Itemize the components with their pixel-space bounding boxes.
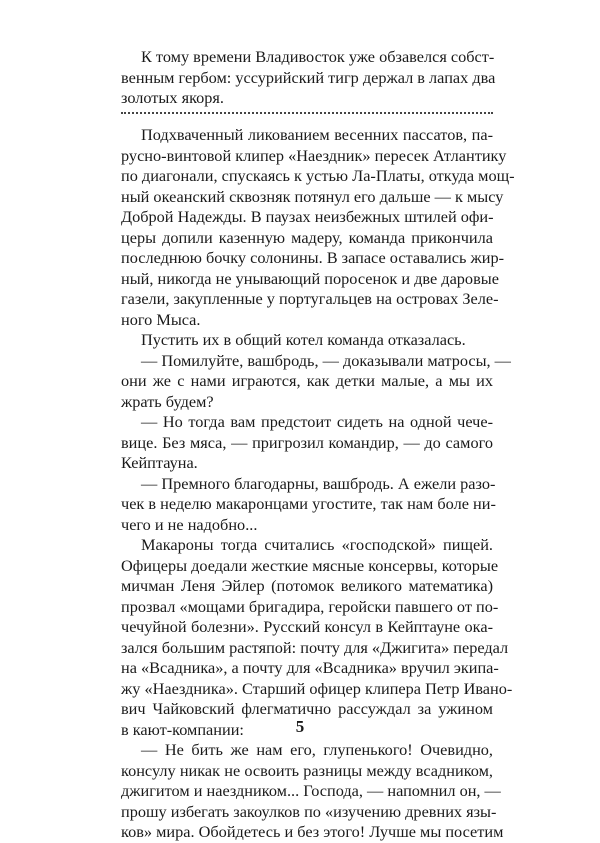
text-line: Офицеры доедали жесткие мясные консервы, которые	[121, 555, 499, 575]
text-line: жрать будем?	[121, 391, 214, 411]
text-line: Доброй Надежды. В паузах неизбежных штилей офи-	[121, 207, 494, 226]
text-line: Макароны тогда считались «господской» пищей.	[141, 535, 493, 554]
text-line: джигитом и наездником... Господа, — напомнил он, —	[121, 781, 501, 800]
text-line: ного Мыса.	[121, 309, 201, 329]
text-line: вич Чайковский флегматично рассуждал за ужином	[121, 699, 493, 718]
text-line: — Не бить же нам его, глупенького! Очевидно,	[141, 740, 493, 759]
text-line: последнюю бочку солонины. В запасе оставались жир-	[121, 248, 505, 267]
intro-lines	[121, 47, 496, 109]
text-line: венным гербом: уссурийский тигр держал в лапах два	[121, 67, 496, 87]
text-line: ный океанский сквозняк потянул его дальше — к мысу	[121, 186, 504, 206]
text-line: чечуйной болезни». Русский консул в Кейптауне ока-	[121, 617, 493, 636]
text-line: — Помилуйте, вашбродь, — доказывали матросы, —	[141, 350, 511, 370]
text-line: церы допили казенную мадеру, команда прикончила	[121, 227, 493, 247]
text-line: прошу избегать закоулков по «изучению древних язы-	[121, 801, 497, 821]
text-line: золотых якоря.	[121, 88, 224, 107]
text-line: русно-винтовой клипер «Наездник» пересек Атлантику	[121, 145, 507, 165]
text-line: чек в неделю макаронцами угостите, так нам боле ни-	[121, 494, 496, 513]
page-number: 5	[295, 717, 305, 736]
text-line: консулу никак не освоить разницы между всадником,	[121, 760, 493, 780]
text-line: — Премного благодарны, вашбродь. А ежели разо-	[141, 473, 496, 493]
text-line: прозвал «мощами бригадира, геройски павшего от по-	[121, 596, 499, 616]
text-line: — Но тогда вам предстоит сидеть на одной чече-	[141, 412, 493, 431]
text-line: жу «Наездника». Старший офицер клипера Петр Ивано-	[121, 678, 513, 698]
text-line: на «Всадника», а почту для «Всадника» вручил экипа-	[121, 658, 499, 677]
text-line: зался большим растяпой: почту для «Джигита» передал	[121, 637, 509, 657]
text-line: Кейптауна.	[121, 453, 198, 472]
text-line: ный, никогда не унывающий поросенок и две даровые	[121, 268, 499, 288]
text-line: мичман Леня Эйлер (потомок великого математика)	[121, 576, 493, 595]
section-divider	[121, 112, 493, 114]
text-line: газели, закупленные у португальцев на островах Зеле-	[121, 289, 499, 308]
text-line: ков» мира. Обойдетесь и без этого! Лучше мы посетим	[121, 822, 504, 841]
intro-paragraph	[121, 47, 496, 109]
text-line: по диагонали, спускаясь к устью Ла-Платы, откуда мощ-	[121, 166, 515, 185]
text-line: вице. Без мяса, — пригрозил командир, — до самого	[121, 432, 493, 452]
text-line: К тому времени Владивосток уже обзавелся собст-	[141, 47, 495, 66]
text-line: Пустить их в общий котел команда отказалась.	[141, 330, 466, 349]
text-line: чего и не надобно...	[121, 514, 258, 534]
text-line: Подхваченный ликованием весенних пассатов, па-	[141, 125, 493, 144]
text-line: в кают-компании:	[121, 719, 244, 739]
text-line: они же с нами играются, как детки малые, а мы их	[121, 371, 493, 390]
